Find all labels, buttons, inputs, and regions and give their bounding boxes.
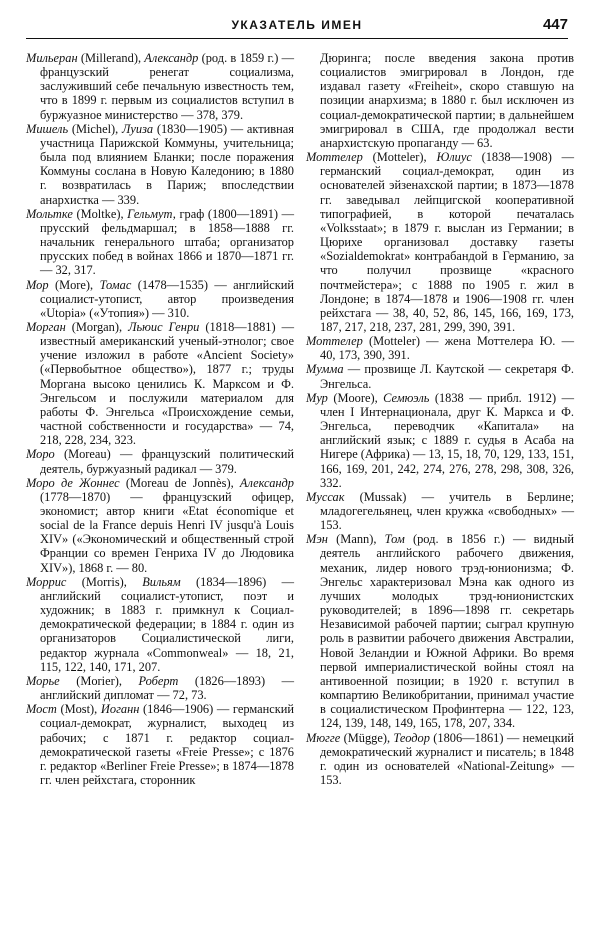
- entry-description: (1806—1861) — немецкий демократический журналист и писатель; в 1848 г. один из основателей «National-Zeitung» — 153.: [320, 730, 574, 787]
- entry-surname: Мишель: [26, 121, 69, 136]
- entry-surname: Морье: [26, 673, 60, 688]
- index-entry: [320, 51, 574, 150]
- entry-description: — прозвище Л. Каутской — секретаря Ф. Энгельса.: [320, 362, 574, 391]
- running-title: УКАЗАТЕЛЬ ИМЕН: [231, 18, 363, 32]
- entry-given-name: Луиза: [122, 121, 154, 136]
- entry-description: (1838—1908) — германский социал-демократ, один из основателей эйзенахской партии; в 1873—1878 гг. заведывал лейпцигской кооперативной типографией, в которой печаталась «Volksstaat»; в 1879 г. выслан из Германии; в Цюрихе организовал доставку газеты «Sozialdemokrat» контрабандой в Германию, за что получил прозвище «красного почтмейстера»; с 1888 по 1905 г. жил в Лондоне; в 1874—1878 и 1906—1908 гг. член рейхстага — 38, 40, 52, 86, 145, 166, 169, 173, 187, 217, 218, 237, 281, 299, 390, 391.: [320, 150, 574, 334]
- entry-description: (1838 — прибл. 1912) — член I Интернационала, друг К. Маркса и Ф. Энгельса, переводчик «Капитала» на английский язык; с 1889 г. судья в Асаба на Нигере (Африка) — 13, 15, 18, 70, 129, 133, 151, 166, 169, 201, 242, 274, 276, 278, 298, 308, 326, 332.: [320, 390, 574, 490]
- index-entry: [26, 277, 294, 320]
- entry-description: (1778—1870) — французский офицер, экономист; автор книги «Etat économique et social de la France depuis Henri IV jusqu'à Louis XIV» («Экономический и общественный строй Франции со времен Генриха IV до Людовика XIV»), 1868 г. — 80.: [40, 489, 294, 575]
- entry-given-name: Роберт: [138, 673, 179, 688]
- entry-surname: Мур: [306, 390, 328, 405]
- entry-latin-name: (Mann),: [327, 532, 385, 547]
- index-entry: [26, 447, 294, 476]
- left-column: [26, 51, 294, 787]
- entry-given-name: Александр: [239, 475, 294, 490]
- entry-description: Дюринга; после введения закона против социалистов эмигрировал в Лондон, где издавал газету «Freiheit», скоро ставшую на позиции анархизма; в 1880 г. был исключен из социал-демократической партии; в дальнейшем эмигрировал в США, где продолжал вести анархистскую пропаганду — 63.: [320, 51, 574, 150]
- entry-description: (1818—1881) — известный американский ученый-этнолог; свое учение изложил в работе «Ancient Society» («Первобытное общество»), 1877 г.; труды Моргана высоко ценились К. Марксом и Ф. Энгельсом и послужили материалом для работы Ф. Энгельса «Происхождение семьи, частной собственности и государства» — 74, 218, 228, 234, 323.: [40, 319, 295, 448]
- entry-given-name: Льюис Генри: [128, 319, 200, 334]
- index-entry: [26, 673, 294, 703]
- entry-surname: Мольтке: [26, 206, 73, 221]
- entry-latin-name: (Motteler),: [362, 150, 437, 165]
- entry-given-name: Гельмут,: [127, 206, 176, 221]
- entry-latin-name: (Moreau): [54, 447, 120, 462]
- index-entry: [26, 475, 294, 575]
- entry-latin-name: (Moreau de Jonnès),: [119, 475, 240, 490]
- index-entry: [306, 150, 574, 334]
- entry-latin-name: (Michel),: [68, 121, 123, 136]
- entry-given-name: Том: [384, 532, 405, 547]
- entry-surname: Моро де Жоннес: [26, 475, 120, 490]
- entry-latin-name: (Mügge),: [340, 730, 394, 745]
- entry-surname: Мюгге: [306, 730, 341, 745]
- entry-surname: Моро: [26, 447, 55, 462]
- entry-latin-name: (Morgan),: [65, 319, 129, 334]
- entry-surname: Муссак: [306, 489, 345, 504]
- index-entry: [306, 362, 574, 391]
- entry-description: — французский политический деятель, буржуазный радикал — 379.: [40, 447, 294, 476]
- entry-latin-name: (Moltke),: [72, 206, 128, 221]
- index-entry: [26, 702, 295, 787]
- entry-surname: Мумма: [306, 362, 344, 377]
- entry-latin-name: (Mussak): [344, 489, 422, 504]
- running-header: [26, 16, 568, 39]
- index-entry: [306, 730, 574, 788]
- entry-latin-name: (Moore),: [327, 390, 384, 405]
- index-entry: [26, 574, 294, 674]
- entry-given-name: Томас: [99, 277, 132, 292]
- page-number: 447: [542, 16, 568, 33]
- entry-description: (1478—1535) — английский социалист-утопист, автор произведения «Utopia» («Утопия») — 310.: [40, 277, 294, 320]
- entry-given-name: Александр: [144, 51, 199, 65]
- entry-description: (1830—1905) — активная участница Парижской Коммуны, учительница; была под влиянием Бланки; после поражения Коммуны сослана в Новую Каледонию; в 1880 г. возвратилась в Париж; впоследствии анархистка — 339.: [40, 121, 294, 207]
- index-entry: [306, 532, 575, 731]
- entry-latin-name: (Morier),: [59, 673, 139, 688]
- entry-description: (1834—1896) — английский социалист-утопист, поэт и художник; в 1883 г. примкнул к Социал-демократической федерации; в 1884 г. один из организаторов Социалистической лиги, редактор журнала «Commonweal» — 18, 21, 115, 122, 140, 171, 207.: [40, 574, 294, 674]
- entry-latin-name: (More),: [48, 277, 100, 292]
- entry-surname: Моттелер: [306, 334, 363, 349]
- entry-surname: Мэн: [306, 532, 328, 547]
- entry-latin-name: (Motteler): [362, 334, 427, 349]
- entry-latin-name: (Morris),: [66, 574, 143, 589]
- index-entry: [306, 334, 574, 363]
- entry-description: — учитель в Берлине; младогегельянец, член кружка «свободных» — 153.: [320, 489, 575, 533]
- entry-given-name: Юлиус: [436, 150, 472, 165]
- entry-description: (1826—1893) — английский дипломат — 72, 73.: [40, 673, 294, 703]
- index-entry: [306, 390, 574, 490]
- entry-given-name: Теодор: [393, 730, 430, 745]
- entry-description: (1846—1906) — германский социал-демократ, журналист, выходец из рабочих; с 1871 г. редактор социал-демократической газеты «Freie Presse»; с 1876 г. редактор «Berliner Freie Presse»; в 1874—1878 гг. член рейхстага, сторонник: [40, 702, 295, 787]
- entry-latin-name: (Most),: [56, 702, 101, 717]
- entry-surname: Моррис: [26, 574, 67, 589]
- entry-surname: Мор: [26, 277, 49, 292]
- entry-surname: Мильеран: [26, 51, 78, 65]
- entry-latin-name: (Millerand),: [77, 51, 145, 65]
- entry-surname: Моттелер: [306, 150, 363, 165]
- index-entry: [306, 489, 575, 533]
- entry-given-name: Семюэль: [383, 390, 430, 405]
- index-entry: [26, 121, 294, 207]
- entry-surname: Морган: [26, 319, 66, 334]
- entry-description: (род. в 1856 г.) — видный деятель английского рабочего движения, механик, лидер нового трэд-юнионизма; Ф. Энгельс характеризовал Мэна как одного из лучших молодых трэд-юнионистских руководителей; в 1896—1898 гг. секретарь Независимой рабочей партии; сыграл крупную роль в развитии рабочего движения Австралии, Новой Зеландии и Южной Африки. Во время первой империалистической войны стоял на антивоенной позиции; в 1920 г. вступил в компартию Великобритании, принимал участие в социалистическом Профинтерна — 122, 123, 124, 139, 148, 149, 165, 178, 207, 334.: [320, 532, 575, 731]
- entry-description: граф (1800—1891) — прусский фельдмаршал; в 1858—1888 гг. начальник генерального штаба; организатор прусских побед в войнах 1866 и 1870—1871 гг. — 32, 317.: [40, 206, 294, 278]
- entry-given-name: Вильям: [142, 574, 181, 589]
- index-entry: [26, 206, 294, 278]
- index-entry: [26, 51, 295, 122]
- entry-given-name: Иоганн: [100, 702, 140, 717]
- right-column: [306, 51, 574, 787]
- entry-surname: Мост: [26, 702, 57, 717]
- index-entry: [26, 319, 295, 448]
- entry-description: — жена Моттелера Ю. — 40, 173, 390, 391.: [320, 334, 574, 363]
- entry-description: (род. в 1859 г.) — французский ренегат социализма, заслуживший себе печальную известность тем, что в 1899 г. первым из социалистов вступил в буржуазное министерство — 378, 379.: [40, 51, 295, 122]
